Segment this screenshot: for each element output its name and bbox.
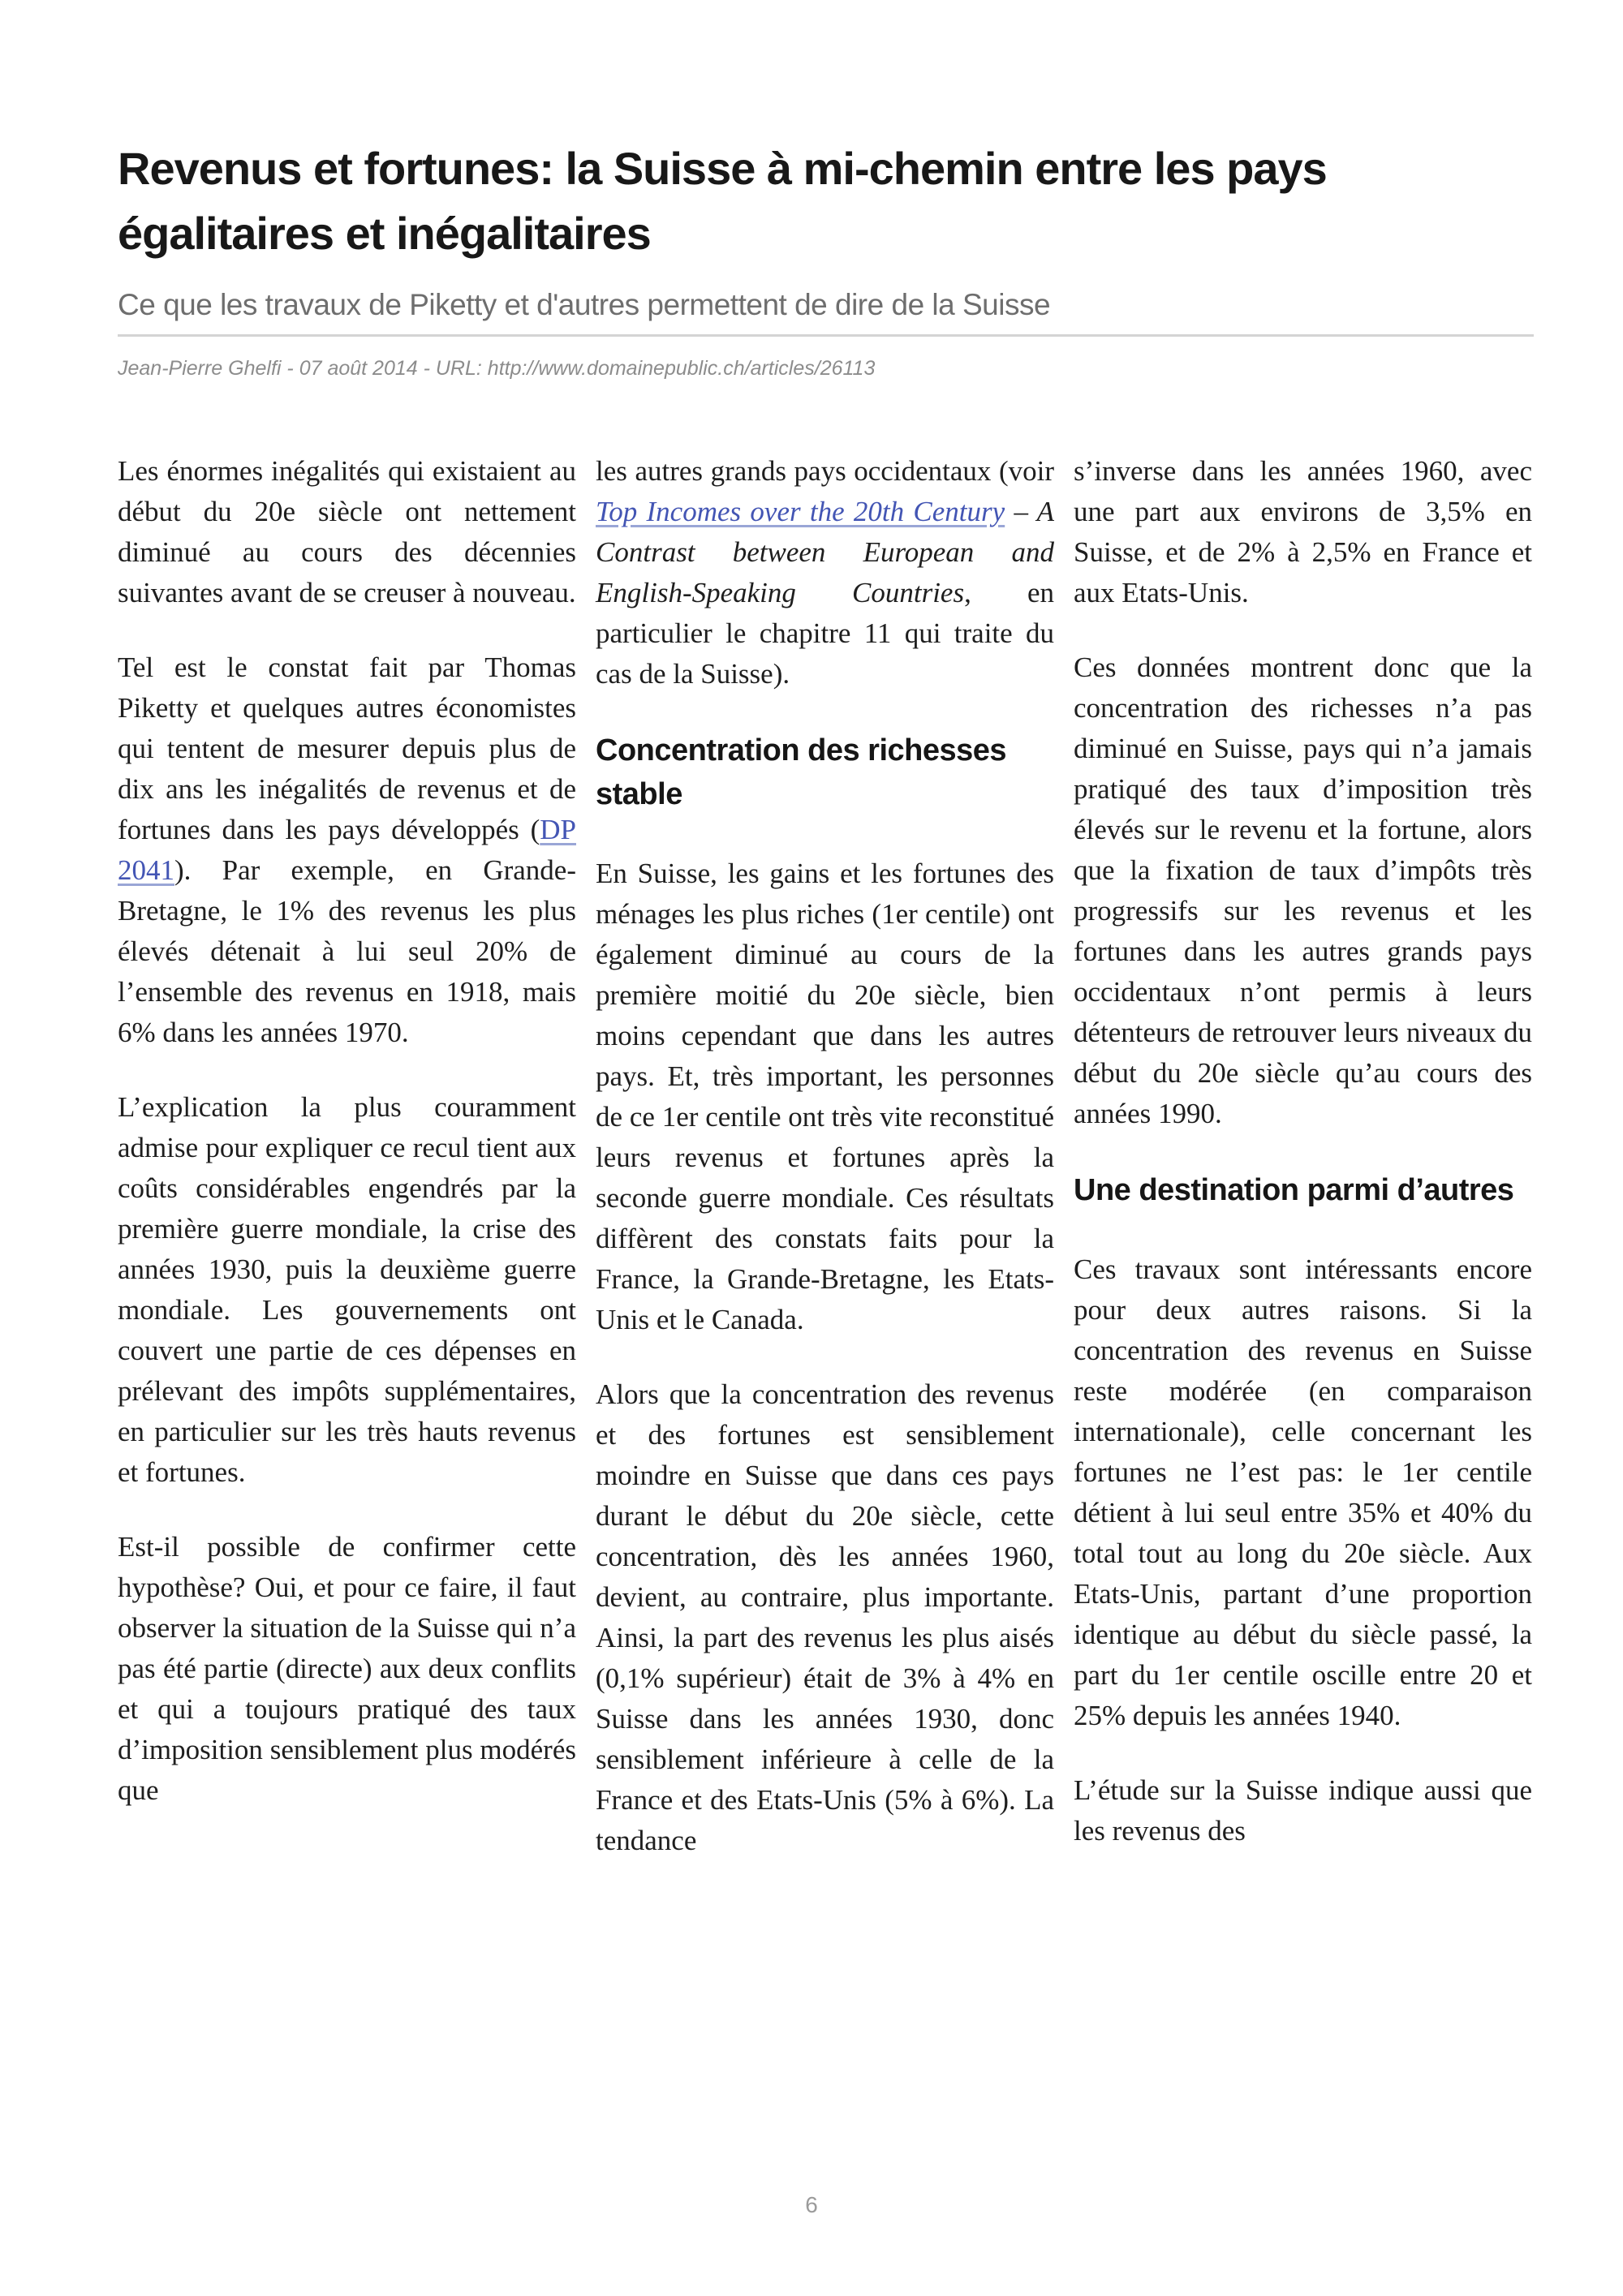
page-footer bbox=[0, 2192, 1623, 2218]
page-number: 6 bbox=[805, 2192, 818, 2217]
paragraph: Ces données montrent donc que la concentration des richesses n’a pas diminué en Suisse, pays qui n’a jamais pratiqué des taux d’imposition très élevés sur le revenu et la fortune, alors que la fixation de taux d’impôts très progressifs sur les revenus et les fortunes dans les autres grands pays occidentaux n’ont permis à leurs détenteurs de retrouver leurs niveaux du début du 20e siècle qu’au cours des années 1990. bbox=[1074, 651, 1532, 1129]
paragraph: Tel est le constat fait par Thomas Piketty et quelques autres économistes qui tentent de mesurer depuis plus de dix ans les inégalités de revenus et de fortunes dans les pays développés (DP 2041). Par exemple, en Grande-Bretagne, le 1% des revenus les plus élevés détenait à lui seul 20% de l’ensemble des revenus en 1918, mais 6% dans les années 1970. bbox=[118, 651, 576, 1048]
title-line-1: Revenus et fortunes: la Suisse à mi-chemin entre les pays bbox=[118, 143, 1327, 194]
paragraph: L’explication la plus couramment admise pour expliquer ce recul tient aux coûts considérables engendrés par la première guerre mondiale, la crise des années 1930, puis la deuxième guerre mondiale. Les gouvernements ont couvert une partie de ces dépenses en prélevant des impôts supplémentaires, en particulier sur les très hauts revenus et fortunes. bbox=[118, 1091, 576, 1488]
column-3 bbox=[1074, 451, 1532, 1885]
paragraph: L’étude sur la Suisse indique aussi que les revenus des bbox=[1074, 1774, 1532, 1847]
paragraph: s’inverse dans les années 1960, avec une part aux environs de 3,5% en Suisse, et de 2% à 2,5% en France et aux Etats-Unis. bbox=[1074, 455, 1532, 608]
paragraph: En Suisse, les gains et les fortunes des ménages les plus riches (1er centile) ont également diminué au cours de la première moitié du 20e siècle, bien moins cependant que dans les autres pays. Et, très important, les personnes de ce 1er centile ont très vite reconstitué leurs revenus et fortunes après la seconde guerre mondiale. Ces résultats diffèrent des constats faits pour la France, la Grande-Bretagne, les Etats-Unis et le Canada. bbox=[596, 858, 1054, 1335]
article-subtitle: Ce que les travaux de Piketty et d'autres permettent de dire de la Suisse bbox=[118, 288, 1051, 321]
article-byline: Jean-Pierre Ghelfi - 07 août 2014 - URL: http://www.domainepublic.ch/articles/26113 bbox=[118, 357, 876, 380]
title-line-2: égalitaires et inégalitaires bbox=[118, 208, 651, 259]
paragraph: Ces travaux sont intéressants encore pour deux autres raisons. Si la concentration des revenus en Suisse reste modérée (en comparaison internationale), celle concernant les fortunes ne l’est pas: le 1er centile détient à lui seul entre 35% et 40% du total tout au long du 20e siècle. Aux Etats-Unis, partant d’une proportion identique au début du siècle passé, la part du 1er centile oscille entre 20 et 25% depuis les années 1940. bbox=[1074, 1253, 1532, 1731]
section-heading: Concentration des richesses stable bbox=[596, 733, 1007, 811]
header-divider bbox=[118, 334, 1534, 337]
paragraph: les autres grands pays occidentaux (voir Top Incomes over the 20th Century – A Contrast between European and English-Speaking Countries, en particulier le chapitre 11 qui traite du cas de la Suisse). bbox=[596, 455, 1055, 690]
inline-link[interactable]: Top Incomes over the 20th Century bbox=[596, 496, 1005, 527]
article-header bbox=[118, 136, 1534, 323]
article-columns bbox=[118, 451, 1534, 1895]
section-heading: Une destination parmi d’autres bbox=[1074, 1173, 1514, 1207]
paragraph: Est-il possible de confirmer cette hypothèse? Oui, et pour ce faire, il faut observer la situation de la Suisse qui n’a pas été partie (directe) aux deux conflits et qui a toujours pratiqué des taux d’imposition sensiblement plus modérés que bbox=[118, 1531, 576, 1806]
page-title bbox=[118, 136, 1534, 266]
italic-text: – A Contrast between European and English-Speaking Countries bbox=[596, 496, 1055, 608]
inline-link[interactable]: DP 2041 bbox=[118, 814, 576, 886]
column-2 bbox=[596, 451, 1054, 1895]
column-1 bbox=[118, 451, 576, 1845]
paragraph: Les énormes inégalités qui existaient au début du 20e siècle ont nettement diminué au cours des décennies suivantes avant de se creuser à nouveau. bbox=[118, 455, 576, 608]
paragraph: Alors que la concentration des revenus et des fortunes est sensiblement moindre en Suisse que dans ces pays durant le début du 20e siècle, cette concentration, dès les années 1960, devient, au contraire, plus importante. Ainsi, la part des revenus les plus aisés (0,1% supérieur) était de 3% à 4% en Suisse dans les années 1930, donc sensiblement inférieure à celle de la France et des Etats-Unis (5% à 6%). La tendance bbox=[596, 1378, 1054, 1856]
